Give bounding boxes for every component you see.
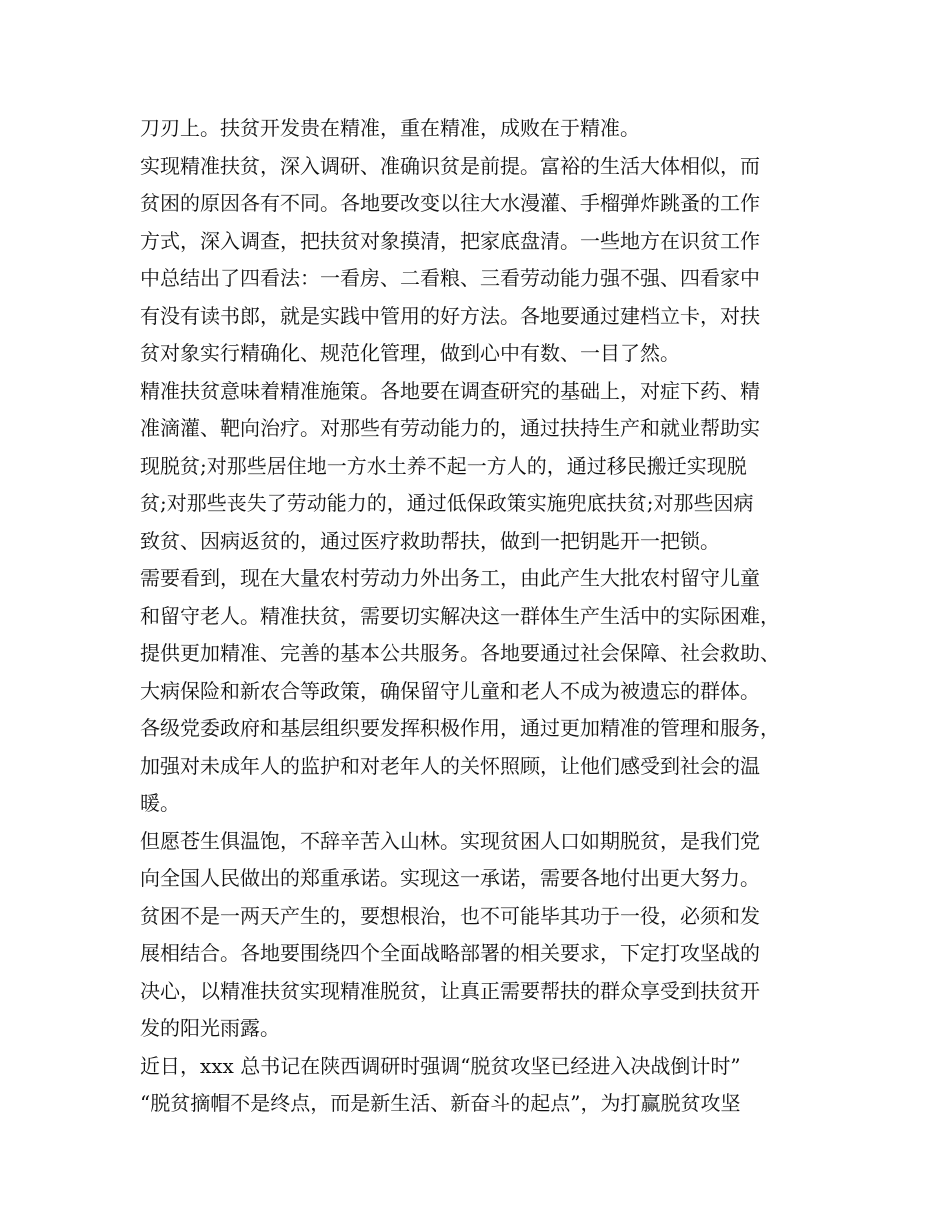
text-line: 准滴灌、靶向治疗。对那些有劳动能力的，通过扶持生产和就业帮助实 xyxy=(140,416,760,440)
text-line: 实现精准扶贫，深入调研、准确识贫是前提。富裕的生活大体相似，而 xyxy=(140,153,760,178)
text-line: 决心，以精准扶贫实现精准脱贫，让真正需要帮扶的群众享受到扶贫开 xyxy=(140,978,760,1003)
text-line: 致贫、因病返贫的，通过医疗救助帮扶，做到一把钥匙开一把锁。 xyxy=(140,528,720,553)
text-line: 方式，深入调查，把扶贫对象摸清，把家底盘清。一些地方在识贫工作 xyxy=(140,228,760,253)
text-line: 提供更加精准、完善的基本公共服务。各地要通过社会保障、社会救助、 xyxy=(140,641,780,665)
text-line: 需要看到，现在大量农村劳动力外出务工，由此产生大批农村留守儿童 xyxy=(140,566,760,590)
text-line: 各级党委政府和基层组织要发挥积极作用，通过更加精准的管理和服务， xyxy=(140,716,780,740)
text-line: 刀刃上。扶贫开发贵在精准，重在精准，成败在于精准。 xyxy=(140,116,640,140)
text-line: 贫对象实行精确化、规范化管理，做到心中有数、一目了然。 xyxy=(140,341,680,365)
text-line: 和留守老人。精准扶贫，需要切实解决这一群体生产生活中的实际困难， xyxy=(140,603,780,628)
text-line: 有没有读书郎，就是实践中管用的好方法。各地要通过建档立卡，对扶 xyxy=(140,303,760,328)
text-line: 大病保险和新农合等政策，确保留守儿童和老人不成为被遗忘的群体。 xyxy=(140,678,760,703)
text-line: 现脱贫;对那些居住地一方水土养不起一方人的，通过移民搬迁实现脱 xyxy=(140,453,747,478)
text-line: “脱贫摘帽不是终点，而是新生活、新奋斗的起点”，为打赢脱贫攻坚 xyxy=(140,1091,741,1115)
text-line: 近日，xxx 总书记在陕西调研时强调“脱贫攻坚已经进入决战倒计时” xyxy=(140,1053,741,1078)
text-line: 贫困不是一两天产生的，要想根治，也不可能毕其功于一役，必须和发 xyxy=(140,903,760,928)
text-line: 加强对未成年人的监护和对老年人的关怀照顾，让他们感受到社会的温 xyxy=(140,753,760,778)
text-line: 中总结出了四看法：一看房、二看粮、三看劳动能力强不强、四看家中 xyxy=(140,266,760,290)
text-line: 向全国人民做出的郑重承诺。实现这一承诺，需要各地付出更大努力。 xyxy=(140,866,760,890)
body-text xyxy=(140,110,820,1123)
text-line: 贫困的原因各有不同。各地要改变以往大水漫灌、手榴弹炸跳蚤的工作 xyxy=(140,191,760,215)
text-line: 暖。 xyxy=(140,791,180,815)
text-line: 展相结合。各地要围绕四个全面战略部署的相关要求，下定打攻坚战的 xyxy=(140,941,760,965)
text-line: 精准扶贫意味着精准施策。各地要在调查研究的基础上，对症下药、精 xyxy=(140,378,760,403)
text-line: 发的阳光雨露。 xyxy=(140,1016,280,1040)
text-line: 贫;对那些丧失了劳动能力的，通过低保政策实施兜底扶贫;对那些因病 xyxy=(140,491,754,515)
text-line: 但愿苍生俱温饱，不辞辛苦入山林。实现贫困人口如期脱贫，是我们党 xyxy=(140,828,760,853)
